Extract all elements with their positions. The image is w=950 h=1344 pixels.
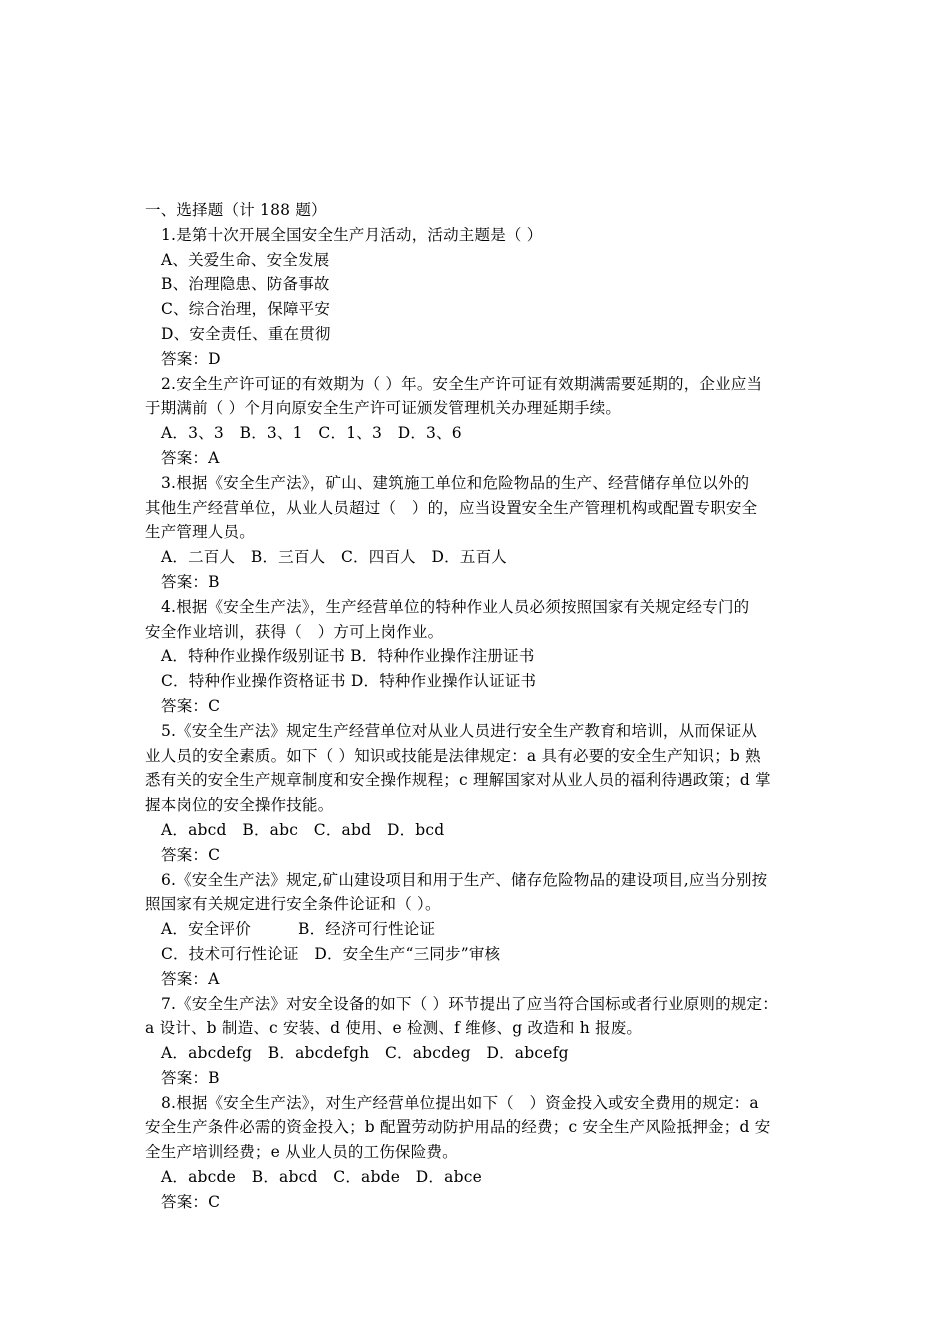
question-7 bbox=[145, 992, 810, 1091]
answer: 答案：A bbox=[161, 448, 220, 467]
answer: 答案：A bbox=[161, 969, 220, 988]
question-text-continued: 生产管理人员。 bbox=[145, 523, 255, 542]
question-6 bbox=[145, 868, 810, 992]
question-8 bbox=[145, 1091, 810, 1215]
question-1 bbox=[145, 223, 810, 372]
options-line: A．abcdefg B．abcdefgh C．abcdeg D．abcefg bbox=[161, 1044, 569, 1063]
option-b: B、治理隐患、防备事故 bbox=[161, 275, 330, 294]
question-text: 1.是第十次开展全国安全生产月活动，活动主题是（ ） bbox=[161, 225, 543, 244]
question-text-continued: 安全作业培训，获得（ ）方可上岗作业。 bbox=[145, 622, 444, 641]
options-line: C．特种作业操作资格证书 D．特种作业操作认证证书 bbox=[161, 672, 537, 691]
answer: 答案：C bbox=[161, 1192, 221, 1211]
question-text: 8.根据《安全生产法》，对生产经营单位提出如下（ ）资金投入或安全费用的规定：a bbox=[161, 1093, 759, 1112]
question-text-continued: 握本岗位的安全操作技能。 bbox=[145, 796, 334, 815]
question-text: 2.安全生产许可证的有效期为（ ）年。安全生产许可证有效期满需要延期的，企业应当 bbox=[161, 374, 763, 393]
question-text-continued: 照国家有关规定进行安全条件论证和（ ）。 bbox=[145, 895, 441, 914]
question-text-continued: a 设计、b 制造、c 安装、d 使用、e 检测、f 维修、g 改造和 h 报废。 bbox=[145, 1019, 643, 1038]
question-text: 3.根据《安全生产法》，矿山、建筑施工单位和危险物品的生产、经营储存单位以外的 bbox=[161, 473, 750, 492]
options-line: A．abcde B．abcd C．abde D．abce bbox=[161, 1168, 482, 1187]
question-2 bbox=[145, 372, 810, 471]
answer: 答案：B bbox=[161, 572, 220, 591]
question-text: 5.《安全生产法》规定生产经营单位对从业人员进行安全生产教育和培训，从而保证从 bbox=[161, 721, 758, 740]
question-3 bbox=[145, 471, 810, 595]
options-line: A．3、3 B．3、1 C．1、3 D．3、6 bbox=[161, 424, 462, 443]
question-text-continued: 悉有关的安全生产规章制度和安全操作规程；c 理解国家对从业人员的福利待遇政策；d 掌 bbox=[145, 771, 771, 790]
answer: 答案：C bbox=[161, 845, 221, 864]
answer: 答案：B bbox=[161, 1068, 220, 1087]
options-line: A．二百人 B．三百人 C．四百人 D．五百人 bbox=[161, 548, 507, 567]
question-text: 4.根据《安全生产法》，生产经营单位的特种作业人员必须按照国家有关规定经专门的 bbox=[161, 597, 750, 616]
question-text-continued: 其他生产经营单位，从业人员超过（ ）的，应当设置安全生产管理机构或配置专职安全 bbox=[145, 498, 758, 517]
option-c: C、综合治理，保障平安 bbox=[161, 300, 331, 319]
question-5 bbox=[145, 719, 810, 868]
question-text-continued: 于期满前（ ）个月向原安全生产许可证颁发管理机关办理延期手续。 bbox=[145, 399, 622, 418]
answer: 答案：C bbox=[161, 696, 221, 715]
options-line: A．abcd B．abc C．abd D．bcd bbox=[161, 820, 445, 839]
document-page bbox=[145, 198, 810, 1215]
question-text-continued: 全生产培训经费；e 从业人员的工伤保险费。 bbox=[145, 1143, 458, 1162]
options-line: A．特种作业操作级别证书 B．特种作业操作注册证书 bbox=[161, 647, 535, 666]
question-4 bbox=[145, 595, 810, 719]
question-text-continued: 安全生产条件必需的资金投入；b 配置劳动防护用品的经费；c 安全生产风险抵押金；d 安 bbox=[145, 1118, 771, 1137]
question-text-continued: 业人员的安全素质。如下（ ）知识或技能是法律规定：a 具有必要的安全生产知识；b 熟 bbox=[145, 746, 761, 765]
option-a: A、关爱生命、安全发展 bbox=[161, 250, 330, 269]
answer: 答案：D bbox=[161, 349, 221, 368]
section-heading: 一、选择题（计 188 题） bbox=[145, 201, 327, 219]
options-line: C．技术可行性论证 D．安全生产“三同步”审核 bbox=[161, 944, 501, 963]
question-text: 6.《安全生产法》规定,矿山建设项目和用于生产、储存危险物品的建设项目,应当分别按 bbox=[161, 870, 768, 889]
question-text: 7.《安全生产法》对安全设备的如下（ ）环节提出了应当符合国标或者行业原则的规定： bbox=[161, 994, 778, 1013]
options-line: A．安全评价 B．经济可行性论证 bbox=[161, 920, 436, 939]
option-d: D、安全责任、重在贯彻 bbox=[161, 324, 331, 343]
